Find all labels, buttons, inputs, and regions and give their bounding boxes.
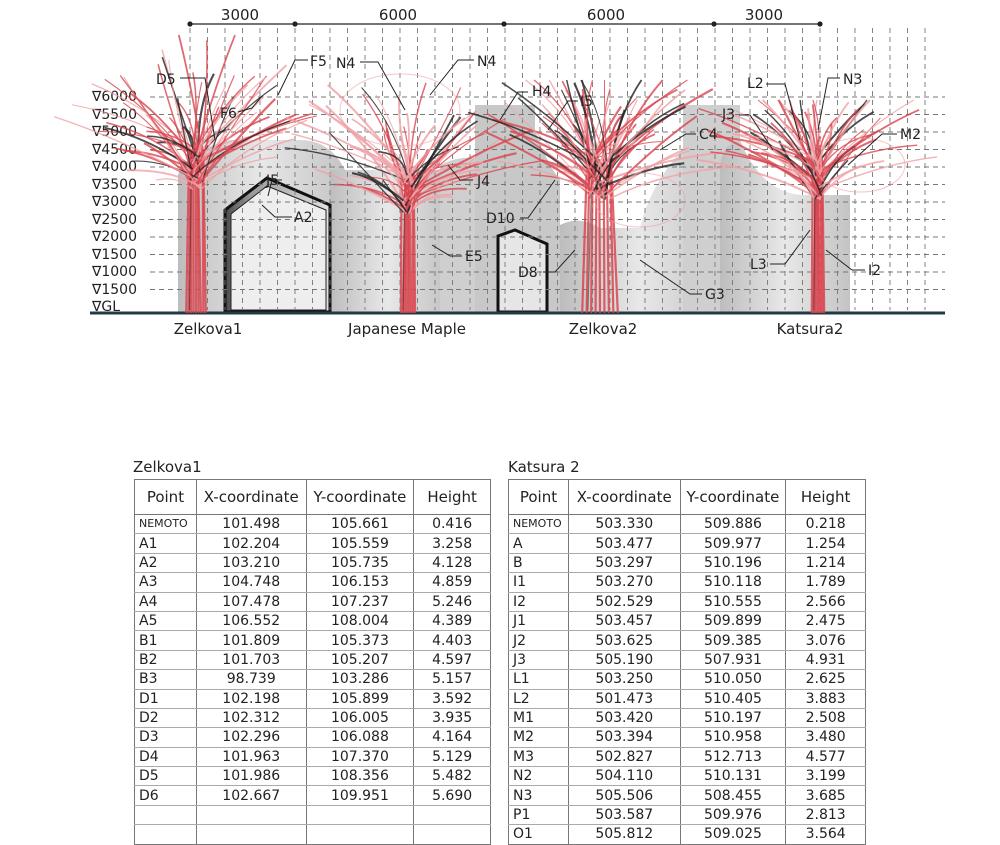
y-coordinate-cell: 106.005 [306,708,414,727]
dimension-label: 3000 [745,6,783,24]
y-coordinate-cell: 510.197 [680,708,786,727]
point-cell: J2 [509,631,569,650]
height-cell: 5.157 [414,670,491,689]
x-coordinate-cell: 106.552 [196,611,306,630]
tree-name: Zelkova2 [569,320,638,338]
x-coordinate-cell: 98.739 [196,670,306,689]
height-cell: 1.254 [786,534,866,553]
empty-cell [306,805,414,824]
tree-name: Japanese Maple [347,320,466,338]
point-cell: A3 [135,573,197,592]
empty-cell [196,825,306,844]
y-coordinate-cell: 510.555 [680,592,786,611]
y-coordinate-cell: 509.385 [680,631,786,650]
point-cell: B3 [135,670,197,689]
x-coordinate-cell: 102.296 [196,728,306,747]
point-cell: A2 [135,553,197,572]
column-header: Y-coordinate [306,480,414,515]
point-cell: B [509,553,569,572]
x-coordinate-cell: 503.457 [568,611,680,630]
y-coordinate-cell: 109.951 [306,786,414,805]
table-row [135,708,491,727]
y-coordinate-cell: 510.196 [680,553,786,572]
table-row-empty [135,805,491,824]
height-cell: 5.690 [414,786,491,805]
y-coordinate-cell: 510.118 [680,573,786,592]
column-header: X-coordinate [568,480,680,515]
dimension-label: 6000 [587,6,625,24]
level-labels [91,89,137,315]
point-cell: B1 [135,631,197,650]
table-row [509,747,866,766]
dimension-chain [187,6,822,27]
point-cell: B2 [135,650,197,669]
y-coordinate-cell: 509.886 [680,515,786,534]
height-cell: 5.246 [414,592,491,611]
height-cell: 3.935 [414,708,491,727]
level-label: ∇4500 [91,142,137,158]
point-label: C4 [699,127,718,143]
height-cell: 3.480 [786,728,866,747]
point-cell: L2 [509,689,569,708]
x-coordinate-cell: 101.809 [196,631,306,650]
height-cell: 4.128 [414,553,491,572]
x-coordinate-cell: 102.198 [196,689,306,708]
y-coordinate-cell: 108.004 [306,611,414,630]
point-cell: A [509,534,569,553]
table-row [135,515,491,534]
x-coordinate-cell: 503.394 [568,728,680,747]
height-cell: 3.258 [414,534,491,553]
height-cell: 5.482 [414,767,491,786]
x-coordinate-cell: 104.748 [196,573,306,592]
point-label: N3 [843,72,862,88]
height-cell: 4.164 [414,728,491,747]
table-title-katsura2: Katsura 2 [508,458,580,476]
x-coordinate-cell: 505.506 [568,786,680,805]
point-cell: M3 [509,747,569,766]
x-coordinate-cell: 101.498 [196,515,306,534]
x-coordinate-cell: 502.529 [568,592,680,611]
y-coordinate-cell: 107.237 [306,592,414,611]
height-cell: 4.931 [786,650,866,669]
empty-cell [135,805,197,824]
level-label: ∇6000 [91,89,137,105]
point-label: N4 [336,56,355,72]
point-cell: I1 [509,573,569,592]
level-label: ∇5000 [91,124,137,140]
level-label: ∇3500 [91,177,137,193]
level-label: ∇3000 [91,194,137,210]
table-row [509,786,866,805]
height-cell: 3.685 [786,786,866,805]
table-row [135,573,491,592]
y-coordinate-cell: 509.899 [680,611,786,630]
x-coordinate-cell: 503.330 [568,515,680,534]
y-coordinate-cell: 507.931 [680,650,786,669]
level-label: ∇5500 [91,107,137,123]
height-cell: 4.403 [414,631,491,650]
point-label: E5 [465,249,483,265]
table-row [509,689,866,708]
height-cell: 4.597 [414,650,491,669]
point-cell: A1 [135,534,197,553]
empty-cell [135,825,197,844]
point-label: N4 [477,54,496,70]
column-header: Height [786,480,866,515]
x-coordinate-cell: 503.625 [568,631,680,650]
tree-name: Zelkova1 [174,320,243,338]
y-coordinate-cell: 508.455 [680,786,786,805]
x-coordinate-cell: 103.210 [196,553,306,572]
y-coordinate-cell: 105.899 [306,689,414,708]
table-row [509,631,866,650]
y-coordinate-cell: 105.559 [306,534,414,553]
height-cell: 0.218 [786,515,866,534]
table-row [509,708,866,727]
table-row [509,515,866,534]
y-coordinate-cell: 510.131 [680,767,786,786]
table-row [509,650,866,669]
table-row [509,611,866,630]
point-cell: M2 [509,728,569,747]
point-label: G3 [705,287,725,303]
y-coordinate-cell: 105.661 [306,515,414,534]
point-cell: I2 [509,592,569,611]
y-coordinate-cell: 509.977 [680,534,786,553]
dimension-label: 6000 [379,6,417,24]
dimension-label: 3000 [221,6,259,24]
table-row [509,553,866,572]
y-coordinate-cell: 105.207 [306,650,414,669]
height-cell: 3.592 [414,689,491,708]
height-cell: 4.389 [414,611,491,630]
point-label: D8 [518,265,538,281]
point-label: J5 [265,173,279,189]
table-row [509,592,866,611]
table-row [135,728,491,747]
height-cell: 3.199 [786,767,866,786]
level-label: ∇1500 [91,247,137,263]
y-coordinate-cell: 105.735 [306,553,414,572]
point-label: I5 [580,94,593,110]
x-coordinate-cell: 503.587 [568,805,680,824]
point-cell: D3 [135,728,197,747]
point-label: L3 [750,257,767,273]
elevation-drawing [0,0,1000,345]
point-cell: J3 [509,650,569,669]
tree-name: Katsura2 [777,320,844,338]
table-row [135,767,491,786]
height-cell: 0.416 [414,515,491,534]
x-coordinate-cell: 503.270 [568,573,680,592]
x-coordinate-cell: 101.986 [196,767,306,786]
height-cell: 3.564 [786,825,866,844]
y-coordinate-cell: 106.088 [306,728,414,747]
column-header: X-coordinate [196,480,306,515]
y-coordinate-cell: 510.958 [680,728,786,747]
height-cell: 2.508 [786,708,866,727]
y-coordinate-cell: 103.286 [306,670,414,689]
x-coordinate-cell: 101.703 [196,650,306,669]
height-cell: 2.566 [786,592,866,611]
points-table-katsura2 [508,479,866,845]
point-cell: A5 [135,611,197,630]
point-label: J3 [721,107,735,123]
level-label: ∇1500 [91,282,137,298]
level-label: ∇2000 [91,229,137,245]
x-coordinate-cell: 503.297 [568,553,680,572]
x-coordinate-cell: 102.204 [196,534,306,553]
point-cell: N3 [509,786,569,805]
point-cell: D2 [135,708,197,727]
x-coordinate-cell: 102.312 [196,708,306,727]
column-header: Y-coordinate [680,480,786,515]
x-coordinate-cell: 503.477 [568,534,680,553]
point-cell: O1 [509,825,569,844]
house-zelkova1-front [231,186,326,310]
column-header: Point [509,480,569,515]
table-row [509,573,866,592]
table-row [135,592,491,611]
table-row [509,805,866,824]
table-row [509,825,866,844]
x-coordinate-cell: 502.827 [568,747,680,766]
table-row-empty [135,825,491,844]
table-row [509,670,866,689]
height-cell: 4.859 [414,573,491,592]
y-coordinate-cell: 510.405 [680,689,786,708]
point-label: A2 [294,210,312,226]
height-cell: 2.625 [786,670,866,689]
x-coordinate-cell: 101.963 [196,747,306,766]
point-cell: P1 [509,805,569,824]
point-label: L2 [747,76,764,92]
point-label: D10 [486,211,515,227]
point-cell: D4 [135,747,197,766]
table-row [509,728,866,747]
level-label: ∇GL [91,299,120,315]
y-coordinate-cell: 105.373 [306,631,414,650]
table-row [135,670,491,689]
x-coordinate-cell: 503.420 [568,708,680,727]
empty-cell [414,825,491,844]
y-coordinate-cell: 512.713 [680,747,786,766]
empty-cell [196,805,306,824]
y-coordinate-cell: 509.025 [680,825,786,844]
column-header: Height [414,480,491,515]
table-row [135,747,491,766]
x-coordinate-cell: 504.110 [568,767,680,786]
height-cell: 1.214 [786,553,866,572]
height-cell: 3.883 [786,689,866,708]
height-cell: 5.129 [414,747,491,766]
point-label: F6 [220,106,237,122]
y-coordinate-cell: 106.153 [306,573,414,592]
table-row [135,689,491,708]
point-cell: NEMOTO [509,515,569,534]
level-label: ∇1000 [91,264,137,280]
y-coordinate-cell: 107.370 [306,747,414,766]
point-cell: N2 [509,767,569,786]
y-coordinate-cell: 510.050 [680,670,786,689]
point-label: D5 [156,72,176,88]
point-label: I2 [868,263,881,279]
point-label: F5 [310,54,327,70]
table-row [135,631,491,650]
height-cell: 2.475 [786,611,866,630]
level-label: ∇4000 [91,159,137,175]
y-coordinate-cell: 509.976 [680,805,786,824]
empty-cell [414,805,491,824]
x-coordinate-cell: 107.478 [196,592,306,611]
y-coordinate-cell: 108.356 [306,767,414,786]
height-cell: 1.789 [786,573,866,592]
point-cell: D6 [135,786,197,805]
table-row [135,786,491,805]
height-cell: 4.577 [786,747,866,766]
point-cell: L1 [509,670,569,689]
points-table-zelkova1 [134,479,491,845]
level-label: ∇2500 [91,212,137,228]
x-coordinate-cell: 505.190 [568,650,680,669]
table-title-zelkova1: Zelkova1 [133,458,202,476]
point-cell: M1 [509,708,569,727]
table-row [509,767,866,786]
point-label: J4 [476,174,490,190]
table-row [135,534,491,553]
table-row [135,650,491,669]
x-coordinate-cell: 505.812 [568,825,680,844]
point-cell: D5 [135,767,197,786]
point-label: H4 [532,84,552,100]
point-cell: NEMOTO [135,515,197,534]
point-cell: D1 [135,689,197,708]
point-cell: A4 [135,592,197,611]
table-row [135,553,491,572]
x-coordinate-cell: 503.250 [568,670,680,689]
empty-cell [306,825,414,844]
height-cell: 2.813 [786,805,866,824]
height-cell: 3.076 [786,631,866,650]
x-coordinate-cell: 501.473 [568,689,680,708]
table-row [135,611,491,630]
table-row [509,534,866,553]
point-cell: J1 [509,611,569,630]
x-coordinate-cell: 102.667 [196,786,306,805]
point-label: M2 [900,127,921,143]
column-header: Point [135,480,197,515]
